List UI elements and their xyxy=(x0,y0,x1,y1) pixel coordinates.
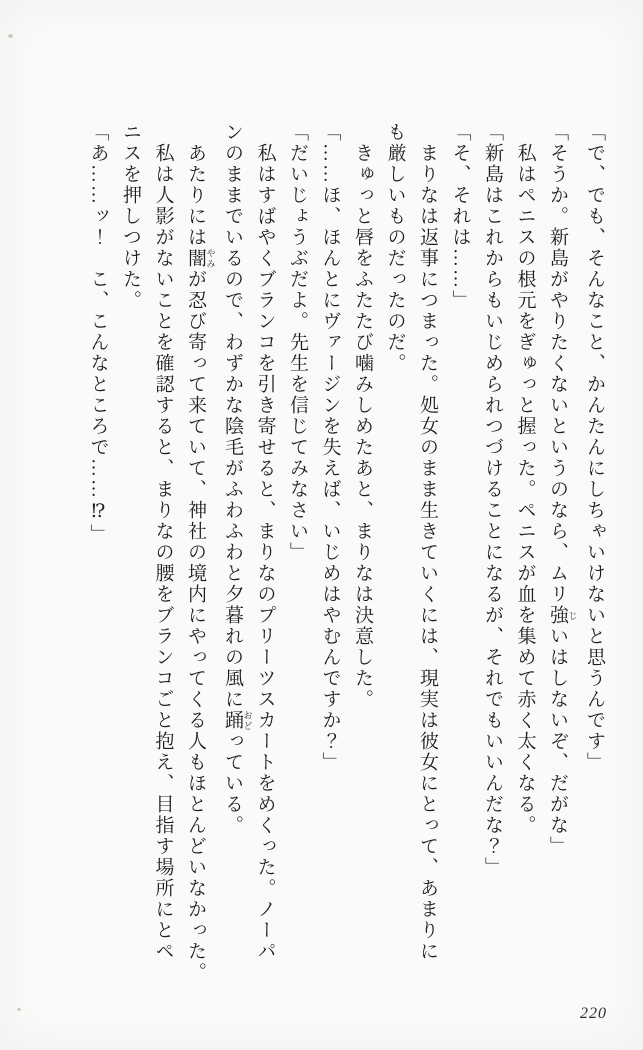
ruby-annotated-kanji: 強 じ xyxy=(547,605,578,626)
scan-speck xyxy=(8,34,13,38)
paragraph-9: 「だいじょうぶだよ。先生を信じてみなさい」 xyxy=(287,122,308,563)
scan-speck xyxy=(17,1008,21,1011)
paragraph-2: 「そうか。新島がやりたくないというのなら、ムリ強 じいはしないぞ、だがな」 xyxy=(547,122,578,857)
paragraph-7: きゅっと唇をふたたび噛みしめたあと、まりなは決意した。 xyxy=(352,143,373,710)
paragraph-5: 「そ、それは……」 xyxy=(449,122,471,311)
paragraph-4: 「新島はこれからもいじめられつづけることになるが、それでもいいんだな？」 xyxy=(482,122,503,878)
paragraph-8: 「……ほ、ほんとにヴァージンを失えば、いじめはやむんですか？」 xyxy=(319,122,341,773)
ruby-annotated-kanji: 踊 おど xyxy=(222,710,253,731)
paragraph-13: 「あ……ッ！ こ、こんなところで……⁉」 xyxy=(87,122,109,545)
text-columns xyxy=(81,122,610,994)
paragraph-3: 私はペニスの根元をぎゅっと握った。ペニスが血を集めて赤く太くなる。 xyxy=(514,143,536,836)
page-number: 220 xyxy=(580,1005,607,1022)
paragraph-11: あたりには闇 やみが忍び寄って来ていて、神社の境内にやってくる人もほとんどいなかった。 xyxy=(185,143,216,983)
ruby-annotated-kanji: 闇 やみ xyxy=(185,248,216,269)
paragraph-6: まりなは返事につまった。処女のまま生きていくには、現実は彼女にとって、あまりにも厳しいものだったのだ。 xyxy=(384,122,438,962)
paragraph-12: 私は人影がないことを確認すると、まりなの腰をブランコごと抱え、目指す場所にとペニスを押しつけた。 xyxy=(120,122,174,962)
paragraph-1: 「で、でも、そんなこと、かんたんにしちゃいけないと思うんです」 xyxy=(584,122,605,773)
paragraph-10: 私はすばやくブランコを引き寄せると、まりなのプリーツスカートをめくった。ノーパンのままでいるので、わずかな陰毛がふわふわと夕暮れの風に踊 おどっている。 xyxy=(222,122,276,962)
